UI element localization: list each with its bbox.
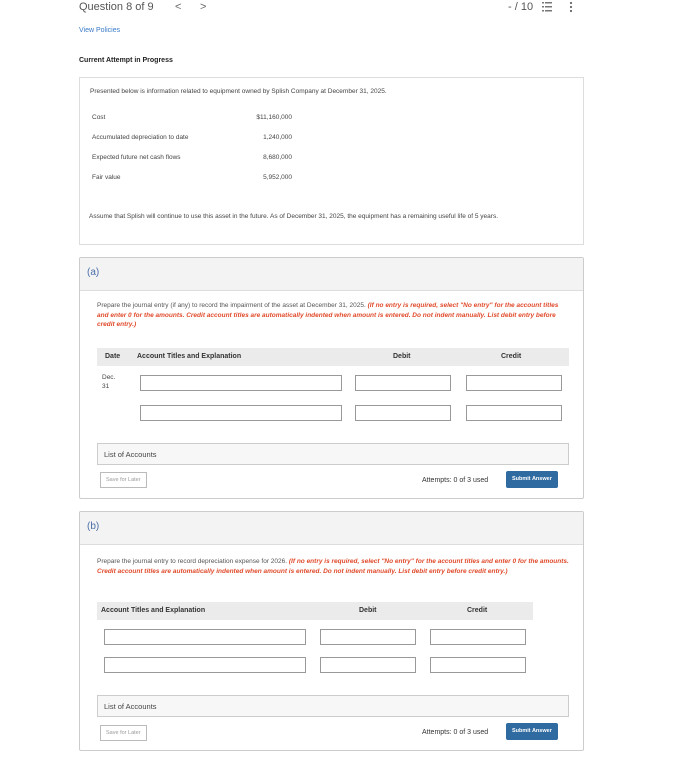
question-list-icon[interactable]	[542, 1, 552, 13]
entry-date	[102, 373, 115, 391]
previous-question-button[interactable]: <	[175, 1, 182, 13]
question-label: Question 8 of 9	[79, 1, 154, 13]
info-label: Fair value	[92, 174, 121, 181]
info-value: 8,680,000	[263, 154, 292, 161]
save-for-later-button[interactable]: Save for Later	[100, 725, 147, 741]
part-b-header	[80, 512, 583, 545]
debit-input-1[interactable]	[320, 629, 416, 645]
part-a-letter: (a)	[87, 267, 100, 278]
list-of-accounts-button[interactable]: List of Accounts	[97, 695, 569, 717]
part-b-panel	[79, 511, 584, 751]
header-credit: Credit	[501, 353, 522, 360]
account-title-input-2[interactable]	[140, 405, 342, 421]
submit-answer-button[interactable]: Submit Answer	[506, 471, 558, 488]
next-question-button[interactable]: >	[200, 1, 207, 13]
view-policies-link[interactable]: View Policies	[79, 27, 121, 34]
problem-info-box	[79, 77, 584, 245]
attempts-counter: Attempts: 0 of 3 used	[422, 477, 489, 484]
part-a-prompt	[97, 301, 567, 330]
header-debit: Debit	[359, 607, 377, 614]
part-b-instruction: (If no entry is required, select "No entry" for the account titles and enter 0 for the amounts. Credit account titles are automatically indented when amount is entered. Do not indent manually. List debit entry before credit entry.)	[97, 558, 569, 575]
part-a-header	[80, 258, 583, 291]
part-b-table-header	[97, 602, 533, 620]
list-of-accounts-button[interactable]: List of Accounts	[97, 443, 569, 465]
part-b-letter: (b)	[87, 521, 100, 532]
debit-input-2[interactable]	[355, 405, 451, 421]
part-a-panel	[79, 257, 584, 499]
part-a-table-header	[97, 348, 569, 366]
part-a-instruction: (If no entry is required, select "No entry" for the account titles and enter 0 for the amounts. Credit account titles are automatically indented when amount is entered. Do not indent manually. List debit entry before credit entry.)	[97, 302, 559, 328]
header-date: Date	[105, 353, 121, 360]
part-b-prompt-text: Prepare the journal entry to record depreciation expense for 2026.	[97, 558, 288, 565]
header-account: Account Titles and Explanation	[101, 607, 206, 614]
account-title-input-2[interactable]	[104, 657, 306, 673]
info-value: 5,952,000	[263, 174, 292, 181]
info-label: Expected future net cash flows	[92, 154, 181, 161]
attempt-title: Current Attempt in Progress	[79, 57, 173, 64]
info-value: $11,160,000	[256, 114, 292, 121]
part-a-prompt-text: Prepare the journal entry (if any) to record the impairment of the asset at December 31, 2025.	[97, 302, 366, 309]
account-title-input-1[interactable]	[140, 375, 342, 391]
header-debit: Debit	[393, 353, 411, 360]
attempts-counter: Attempts: 0 of 3 used	[422, 729, 489, 736]
info-label: Cost	[92, 114, 106, 121]
entry-date-month: Dec.	[102, 374, 116, 381]
info-note: Assume that Splish will continue to use this asset in the future. As of December 31, 2025, the equipment has a remaining useful life of 5 years.	[89, 213, 499, 220]
info-value: 1,240,000	[263, 134, 292, 141]
info-intro: Presented below is information related to equipment owned by Splish Company at December 31, 2025.	[90, 88, 387, 95]
submit-answer-button[interactable]: Submit Answer	[506, 723, 558, 740]
top-bar	[0, 0, 700, 16]
account-title-input-1[interactable]	[104, 629, 306, 645]
info-label: Accumulated depreciation to date	[92, 134, 189, 141]
credit-input-2[interactable]	[430, 657, 526, 673]
credit-input-1[interactable]	[430, 629, 526, 645]
credit-input-2[interactable]	[466, 405, 562, 421]
entry-date-day: 31	[102, 383, 110, 390]
debit-input-1[interactable]	[355, 375, 451, 391]
debit-input-2[interactable]	[320, 657, 416, 673]
save-for-later-button[interactable]: Save for Later	[100, 472, 147, 488]
score-display: - / 10	[508, 1, 534, 13]
more-options-icon[interactable]	[568, 0, 574, 14]
header-credit: Credit	[467, 607, 488, 614]
part-b-prompt	[97, 557, 569, 576]
header-account: Account Titles and Explanation	[137, 353, 242, 360]
credit-input-1[interactable]	[466, 375, 562, 391]
